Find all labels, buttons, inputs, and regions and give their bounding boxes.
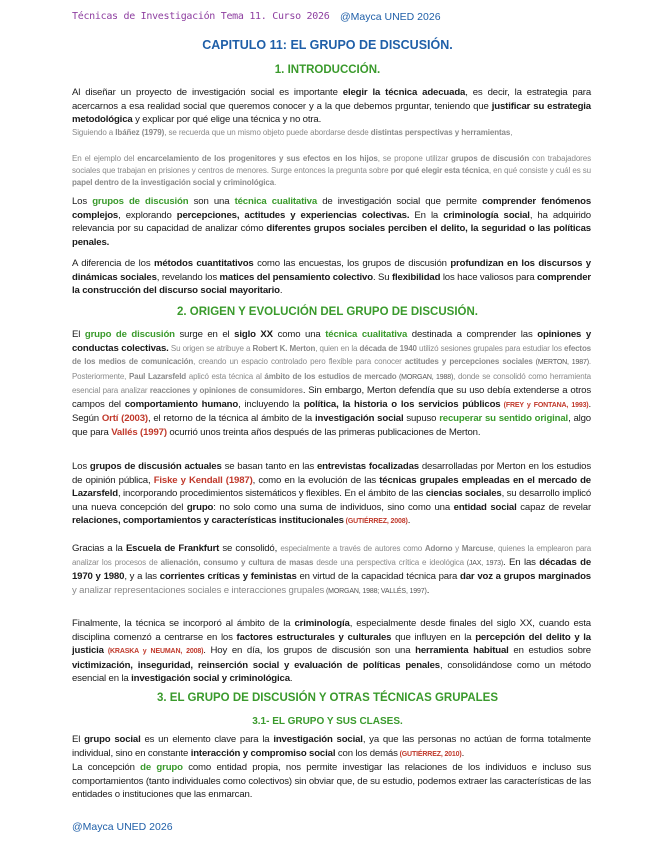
intro-paragraph-2: Siguiendo a Ibáñez (1979), se recuerda que un mismo objeto puede abordarse desde distintas perspectivas y herramientas, (72, 128, 513, 137)
grupo-paragraph-1: El grupo social es un elemento clave para la investigación social, ya que las personas no actúan de forma totalmente individual, sino en constante interacción y compromiso social con los demás (GUTIÉRREZ, 2010). (72, 734, 591, 759)
intro-paragraph-1: Al diseñar un proyecto de investigación social es importante elegir la técnica adecuada, es decir, la estrategia para acercarnos a esa realidad social que queremos conocer y a la que debemos prguntar, teniendo que justificar su estrategia metodológica y explicar por qué elige una técnica y no otra. (72, 87, 591, 125)
chapter-title: CAPITULO 11: EL GRUPO DE DISCUSIÓN. (202, 38, 453, 52)
header-course: Técnicas de Investigación Tema 11. Curso 2026 (72, 11, 330, 22)
footer-author: @Mayca UNED 2026 (72, 821, 173, 833)
subsection-heading-grupo-clases: 3.1- EL GRUPO Y SUS CLASES. (252, 716, 403, 727)
origen-paragraph-2: Los grupos de discusión actuales se basan tanto en las entrevistas focalizadas desarrolladas por Merton en los estudios de opinión pública, Fiske y Kendall (1987), como en la evolución de las técnicas grupales empleadas en el mercado de Lazarsfeld, incorporando procedimientos sistemáticos y flexibles. En el ámbito de las ciencias sociales, su desarrollo implicó una nueva concepción del grupo: no solo como una suma de individuos, sino como una entidad social capaz de revelar relaciones, comportamientos y características institucionales (GUTIÉRREZ, 2008). (72, 461, 592, 526)
intro-paragraph-4: Los grupos de discusión son una técnica cualitativa de investigación social que permite comprender fenómenos complejos, explorando percepciones, actitudes y experiencias colectivas. En la criminología social, ha adquirido relevancia por su capacidad de analizar cómo diferentes grupos sociales perciben el delito, la seguridad o las políticas penales. (72, 196, 591, 248)
origen-paragraph-1: El grupo de discusión surge en el siglo XX como una técnica cualitativa destinada a comprender las opiniones y conductas colectivas. Su origen se atribuye a Robert K. Merton, quien en la década de 1940 utilizó sesiones grupales para estudiar los efectos de los medios de comunicación, creando un espacio controlado pero flexible para conocer actitudes y percepciones sociales (MERTON, 1987). Posteriormente, Paul Lazarsfeld aplicó esta técnica al ámbito de los estudios de mercado (MORGAN, 1988), donde se consolidó como herramienta esencial para analizar reacciones y opiniones de consumidores. Sin embargo, Merton defendía que su uso debía extenderse a otros campos del comportamiento humano, incluyendo la política, la historia o los servicios públicos (FREY y FONTANA, 1993). Según Ortí (2003), el retorno de la técnica al ámbito de la investigación social supuso recuperar su sentido original, algo que para Vallés (1997) ocurrió unos treinta años después de las primeras publicaciones de Merton. (72, 329, 592, 438)
section-heading-introduccion: 1. INTRODUCCIÓN. (274, 64, 381, 76)
section-heading-tecnicas-grupales: 3. EL GRUPO DE DISCUSIÓN Y OTRAS TÉCNICAS GRUPALES (156, 692, 498, 704)
intro-paragraph-5: A diferencia de los métodos cuantitativos como las encuestas, los grupos de discusión profundizan en los discursos y dinámicas sociales, revelando los matices del pensamiento colectivo. Su flexibilidad los hace valiosos para comprender la construcción del discurso social mayoritario. (72, 258, 591, 296)
grupo-paragraph-2: La concepción de grupo como entidad propia, nos permite investigar las relaciones de los individuos e incluso sus comportamientos (tanto individuales como colectivos) sin obviar que, de su estudio, podemos extraer las características de las entidades o instituciones que las enmarcan. (72, 762, 591, 800)
origen-paragraph-3: Gracias a la Escuela de Frankfurt se consolidó, especialmente a través de autores como Adorno y Marcuse, quienes la emplearon para analizar los procesos de alienación, consumo y cultura de masas desde una perspectiva crítica e ideológica (JAX, 1973). En las décadas de 1970 y 1980, y a las corrientes críticas y feministas en virtud de la capacidad técnica para dar voz a grupos marginados y analizar representaciones sociales e interacciones grupales (MORGAN, 1988; VALLÉS, 1997). (72, 543, 592, 596)
intro-paragraph-3: En el ejemplo del encarcelamiento de los progenitores y sus efectos en los hijos, se propone utilizar grupos de discusión con trabajadores sociales que trabajan en prisiones y centros de menores. Surge entonces la pregunta sobre por qué elegir esta técnica, en qué consiste y cuál es su papel dentro de la investigación social y criminológica. (72, 154, 591, 187)
section-heading-origen: 2. ORIGEN Y EVOLUCIÓN DEL GRUPO DE DISCUSIÓN. (177, 306, 478, 318)
origen-paragraph-4: Finalmente, la técnica se incorporó al ámbito de la criminología, especialmente desde finales del siglo XX, cuando esta disciplina comenzó a centrarse en los factores estructurales y culturales que influyen en la percepción del delito y la justicia (KRASKA y NEUMAN, 2008). Hoy en día, los grupos de discusión son una herramienta habitual en estudios sobre victimización, inseguridad, reinserción social y evaluación de políticas penales, consolidándose como un método esencial en la investigación social y criminológica. (72, 618, 591, 684)
header-author: @Mayca UNED 2026 (340, 11, 441, 23)
